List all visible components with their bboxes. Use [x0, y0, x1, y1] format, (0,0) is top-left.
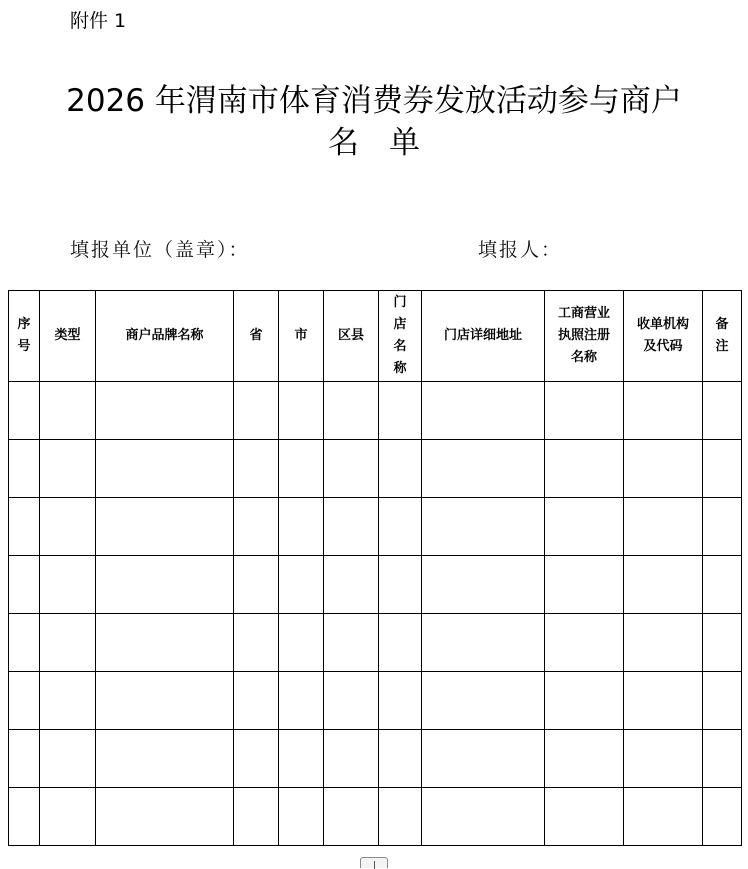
table-cell[interactable]	[279, 788, 324, 846]
table-cell[interactable]	[279, 382, 324, 440]
table-cell[interactable]	[40, 788, 96, 846]
table-cell[interactable]	[234, 730, 279, 788]
table-cell[interactable]	[234, 788, 279, 846]
table-cell[interactable]	[624, 382, 703, 440]
header-business-license-name: 工商营业执照注册名称	[545, 291, 624, 382]
merchant-table	[8, 290, 742, 846]
table-cell[interactable]	[703, 672, 742, 730]
table-cell[interactable]	[9, 788, 40, 846]
table-cell[interactable]	[40, 498, 96, 556]
table-cell[interactable]	[379, 498, 422, 556]
table-cell[interactable]	[545, 672, 624, 730]
table-cell[interactable]	[324, 382, 379, 440]
fill-unit-label: 填报单位（盖章）：	[70, 239, 250, 261]
table-cell[interactable]	[624, 440, 703, 498]
table-cell[interactable]	[9, 614, 40, 672]
table-cell[interactable]	[279, 556, 324, 614]
table-cell[interactable]	[422, 382, 545, 440]
header-remarks: 备注	[703, 291, 742, 382]
table-cell[interactable]	[40, 556, 96, 614]
table-cell[interactable]	[379, 440, 422, 498]
table-cell[interactable]	[234, 382, 279, 440]
table-cell[interactable]	[379, 730, 422, 788]
header-store-name: 门店名称	[379, 291, 422, 382]
table-cell[interactable]	[40, 730, 96, 788]
table-cell[interactable]	[703, 556, 742, 614]
table-row	[9, 672, 742, 730]
table-cell[interactable]	[422, 498, 545, 556]
table-row	[9, 556, 742, 614]
header-district: 区县	[324, 291, 379, 382]
header-acquirer-code: 收单机构及代码	[624, 291, 703, 382]
table-cell[interactable]	[234, 556, 279, 614]
table-cell[interactable]	[234, 498, 279, 556]
fill-person-label: 填报人：	[478, 239, 563, 261]
table-cell[interactable]	[96, 614, 234, 672]
table-cell[interactable]	[96, 672, 234, 730]
table-row	[9, 440, 742, 498]
table-cell[interactable]	[279, 440, 324, 498]
table-cell[interactable]	[624, 788, 703, 846]
table-cell[interactable]	[40, 440, 96, 498]
table-cell[interactable]	[422, 614, 545, 672]
table-cell[interactable]	[379, 556, 422, 614]
table-cell[interactable]	[545, 614, 624, 672]
table-cell[interactable]	[96, 382, 234, 440]
table-cell[interactable]	[96, 498, 234, 556]
table-cell[interactable]	[96, 730, 234, 788]
table-header-row	[9, 291, 742, 382]
table-cell[interactable]	[40, 672, 96, 730]
table-cell[interactable]	[703, 382, 742, 440]
table-cell[interactable]	[234, 672, 279, 730]
table-cell[interactable]	[703, 498, 742, 556]
document-title-continued: 名单	[328, 125, 450, 161]
table-cell[interactable]	[703, 440, 742, 498]
table-cell[interactable]	[703, 788, 742, 846]
table-cell[interactable]	[324, 614, 379, 672]
table-cell[interactable]	[422, 440, 545, 498]
table-cell[interactable]	[279, 672, 324, 730]
table-cell[interactable]	[279, 498, 324, 556]
table-cell[interactable]	[324, 730, 379, 788]
table-cell[interactable]	[9, 556, 40, 614]
table-cell[interactable]	[624, 730, 703, 788]
table-cell[interactable]	[379, 382, 422, 440]
header-store-address: 门店详细地址	[422, 291, 545, 382]
table-cell[interactable]	[9, 440, 40, 498]
table-cell[interactable]	[624, 498, 703, 556]
table-row	[9, 614, 742, 672]
table-cell[interactable]	[9, 498, 40, 556]
table-cell[interactable]	[545, 788, 624, 846]
table-cell[interactable]	[545, 730, 624, 788]
table-cell[interactable]	[422, 788, 545, 846]
table-cell[interactable]	[279, 614, 324, 672]
table-cell[interactable]	[422, 672, 545, 730]
table-cell[interactable]	[422, 730, 545, 788]
table-cell[interactable]	[703, 614, 742, 672]
table-row	[9, 382, 742, 440]
table-cell[interactable]	[324, 440, 379, 498]
table-row	[9, 730, 742, 788]
resize-handle[interactable]	[360, 857, 388, 868]
header-type: 类型	[40, 291, 96, 382]
table-cell[interactable]	[379, 788, 422, 846]
document-title: 2026 年渭南市体育消费券发放活动参与商户	[66, 83, 682, 119]
header-province: 省	[234, 291, 279, 382]
table-cell[interactable]	[545, 556, 624, 614]
table-row	[9, 498, 742, 556]
table-cell[interactable]	[9, 382, 40, 440]
table-cell[interactable]	[279, 730, 324, 788]
table-cell[interactable]	[9, 730, 40, 788]
table-cell[interactable]	[545, 382, 624, 440]
table-cell[interactable]	[624, 672, 703, 730]
header-brand-name: 商户品牌名称	[96, 291, 234, 382]
header-serial: 序号	[9, 291, 40, 382]
table-cell[interactable]	[324, 556, 379, 614]
table-cell[interactable]	[9, 672, 40, 730]
table-body	[9, 382, 742, 846]
table-cell[interactable]	[40, 382, 96, 440]
table-cell[interactable]	[379, 672, 422, 730]
table-cell[interactable]	[324, 498, 379, 556]
table-cell[interactable]	[324, 788, 379, 846]
table-cell[interactable]	[703, 730, 742, 788]
attachment-label: 附件 1	[70, 10, 127, 32]
table-cell[interactable]	[96, 788, 234, 846]
table-cell[interactable]	[422, 556, 545, 614]
table-cell[interactable]	[234, 614, 279, 672]
header-city: 市	[279, 291, 324, 382]
table-cell[interactable]	[234, 440, 279, 498]
table-cell[interactable]	[324, 672, 379, 730]
table-cell[interactable]	[624, 556, 703, 614]
table-cell[interactable]	[40, 614, 96, 672]
table-row	[9, 788, 742, 846]
table-cell[interactable]	[545, 498, 624, 556]
table-cell[interactable]	[624, 614, 703, 672]
table-cell[interactable]	[96, 440, 234, 498]
table-cell[interactable]	[545, 440, 624, 498]
table-cell[interactable]	[379, 614, 422, 672]
table-cell[interactable]	[96, 556, 234, 614]
